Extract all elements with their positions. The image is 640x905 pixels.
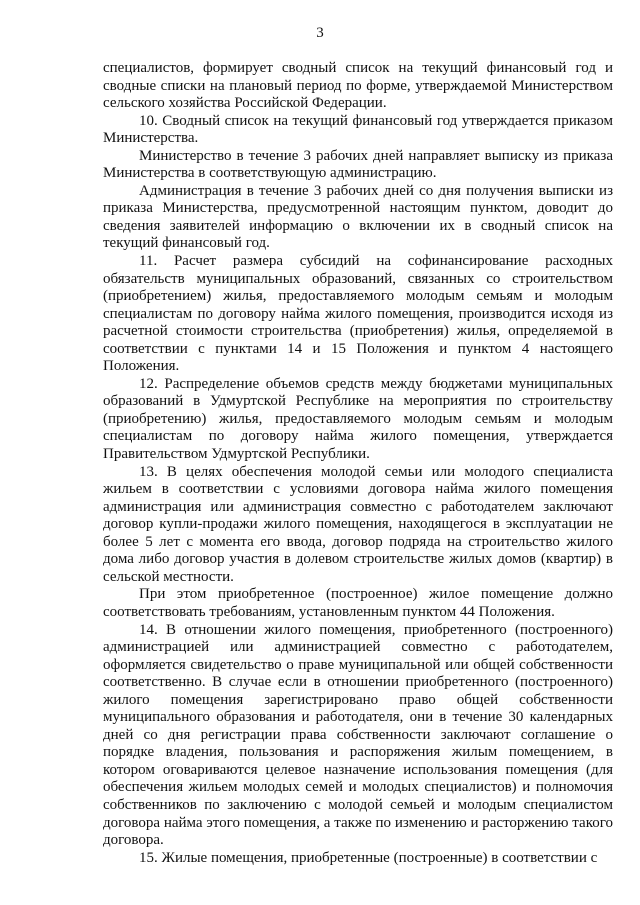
paragraph-continuation: специалистов, формирует сводный список на текущий финансовый год и сводные списки на плановый период по форме, утверждаемой Министерством сельского хозяйства Российской Федерации.	[103, 60, 613, 112]
paragraph-item-12: 12. Распределение объемов средств между бюджетами муниципальных образований в Удмуртской Республике на мероприятия по строительству (приобретению) жилья, предоставляемого молодым семьям и молодым специалистам по договору найма жилого помещения, утверждается Правительством Удмуртской Республики.	[103, 375, 613, 463]
paragraph-item-11: 11. Расчет размера субсидий на софинансирование расходных обязательств муниципальных образований, связанных со строительством (приобретением) жилья, предоставляемого молодым семьям и молодым специалистам по договору найма жилого помещения, производится исходя из расчетной стоимости строительства (приобретения) жилья, определяемой в соответствии с пунктами 14 и 15 Положения и пунктом 4 настоящего Положения.	[103, 253, 613, 375]
paragraph-item-10: 10. Сводный список на текущий финансовый год утверждается приказом Министерства.	[103, 112, 613, 147]
document-body	[103, 60, 613, 867]
paragraph-ministry-extract: Министерство в течение 3 рабочих дней направляет выписку из приказа Министерства в соответствующую администрацию.	[103, 147, 613, 182]
paragraph-item-14: 14. В отношении жилого помещения, приобретенного (построенного) администрацией или администрацией совместно с работодателем, оформляется свидетельство о праве муниципальной или общей собственности соответственно. В случае если в отношении приобретенного (построенного) жилого помещения зарегистрировано право общей собственности муниципального образования и работодателя, они в течение 30 календарных дней со дня регистрации права собственности заключают соглашение о порядке владения, пользования и распоряжения жилым помещением, в котором оговариваются целевое назначение использования помещения (для обеспечения жильем молодых семей и молодых специалистов) и полномочия собственников по заключению с молодой семьей и молодым специалистом договора найма этого помещения, а также по изменению и расторжению такого договора.	[103, 621, 613, 849]
paragraph-requirements: При этом приобретенное (построенное) жилое помещение должно соответствовать требованиям, установленным пунктом 44 Положения.	[103, 586, 613, 620]
paragraph-item-13: 13. В целях обеспечения молодой семьи или молодого специалиста жильем в соответствии с условиями договора найма жилого помещения администрация или администрация совместно с работодателем заключают договор купли-продажи жилого помещения, находящегося в эксплуатации не более 5 лет с момента его ввода, договор подряда на строительство жилого дома либо договор участия в долевом строительстве жилых домов (квартир) в сельской местности.	[103, 463, 613, 585]
page-number: 3	[316, 25, 324, 41]
paragraph-administration-notice: Администрация в течение 3 рабочих дней со дня получения выписки из приказа Министерства, предусмотренной настоящим пунктом, доводит до сведения заявителей информацию о включении их в сводный список на текущий финансовый год.	[103, 182, 613, 252]
paragraph-item-15: 15. Жилые помещения, приобретенные (построенные) в соответствии с	[139, 849, 598, 866]
